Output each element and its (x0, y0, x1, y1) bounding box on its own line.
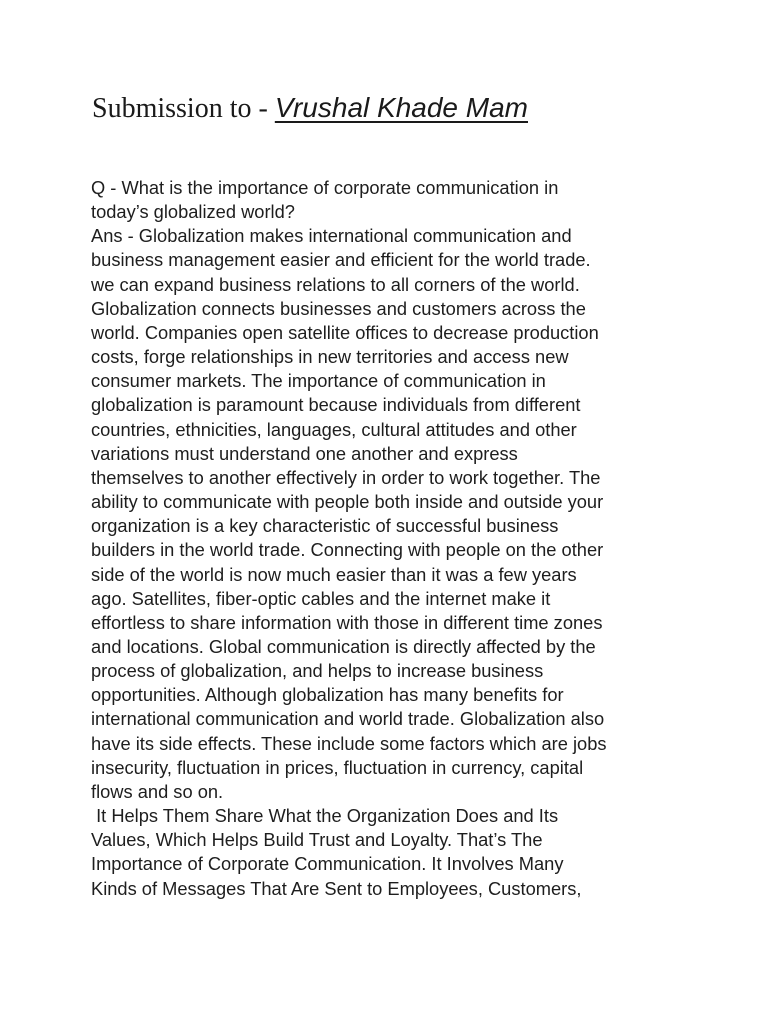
text-line: Values, Which Helps Build Trust and Loyalty. That’s The (91, 829, 543, 851)
text-line: we can expand business relations to all corners of the world. (91, 273, 580, 295)
heading-prefix: Submission to - (92, 93, 275, 124)
recipient-name: Vrushal Khade Mam (274, 92, 528, 123)
text-line: ago. Satellites, fiber-optic cables and the internet make it (91, 587, 551, 609)
answer-body (91, 176, 691, 901)
text-line: opportunities. Although globalization has many benefits for (91, 684, 564, 706)
text-line: Globalization connects businesses and customers across the (91, 297, 586, 319)
text-line: countries, ethnicities, languages, cultural attitudes and other (91, 418, 577, 440)
text-line: variations must understand one another and express (91, 442, 518, 464)
text-line: costs, forge relationships in new territories and access new (91, 346, 569, 368)
text-line: today’s globalized world? (91, 201, 295, 223)
text-line: builders in the world trade. Connecting with people on the other (91, 539, 604, 561)
text-line: world. Companies open satellite offices to decrease production (91, 321, 599, 343)
text-line: have its side effects. These include some factors which are jobs (91, 732, 607, 754)
text-line: globalization is paramount because individuals from different (91, 394, 581, 416)
text-line: themselves to another effectively in order to work together. The (91, 466, 601, 488)
text-line: ability to communicate with people both inside and outside your (91, 491, 604, 513)
submission-heading (92, 92, 528, 125)
text-line: consumer markets. The importance of communication in (91, 370, 546, 392)
text-line: international communication and world trade. Globalization also (91, 708, 605, 730)
text-line: insecurity, fluctuation in prices, fluctuation in currency, capital (91, 756, 584, 778)
text-line: flows and so on. (91, 780, 224, 802)
text-line: Ans - Globalization makes international communication and (91, 225, 572, 247)
text-line: Importance of Corporate Communication. It Involves Many (91, 853, 564, 875)
text-line: organization is a key characteristic of successful business (91, 515, 559, 537)
text-line: side of the world is now much easier than it was a few years (91, 563, 577, 585)
text-line: Kinds of Messages That Are Sent to Employees, Customers, (91, 877, 582, 899)
text-line: business management easier and efficient for the world trade. (91, 249, 591, 271)
text-line: It Helps Them Share What the Organization Does and Its (91, 805, 559, 827)
text-line: effortless to share information with those in different time zones (91, 611, 603, 633)
text-line: process of globalization, and helps to increase business (91, 660, 544, 682)
text-line: Q - What is the importance of corporate communication in (91, 177, 559, 198)
text-line: and locations. Global communication is directly affected by the (91, 635, 596, 657)
